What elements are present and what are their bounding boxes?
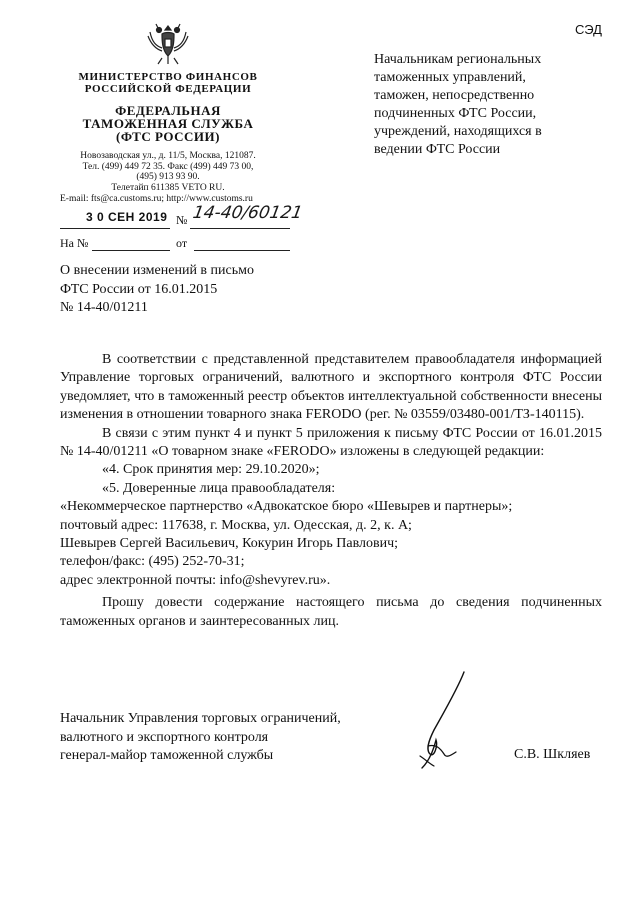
body-paragraph: «4. Срок принятия мер: 29.10.2020»; xyxy=(102,462,320,478)
ministry-name: МИНИСТЕРСТВО ФИНАНСОВ РОССИЙСКОЙ ФЕДЕРАЦИИ xyxy=(78,71,258,95)
body-paragraph: адрес электронной почты: info@shevyrev.ru». xyxy=(60,572,331,588)
date-underline xyxy=(60,228,170,229)
number-underline xyxy=(190,228,290,229)
sender-email: E-mail: fts@ca.customs.ru; http://www.customs.ru xyxy=(60,194,253,204)
reference-label: На № xyxy=(60,236,89,250)
service-name: ФЕДЕРАЛЬНАЯ ТАМОЖЕННАЯ СЛУЖБА (ФТС РОССИИ) xyxy=(82,103,254,144)
system-label: СЭД xyxy=(575,22,602,37)
signatory-name: С.В. Шкляев xyxy=(514,747,591,762)
letter-body xyxy=(60,351,602,631)
body-paragraph: Шевырев Сергей Васильевич, Кокурин Игорь Павлович; xyxy=(60,536,399,552)
handwritten-signature-icon xyxy=(400,668,510,778)
body-paragraph: «5. Доверенные лица правообладателя: xyxy=(102,480,336,496)
reference-underline xyxy=(92,250,170,251)
body-paragraph: В связи с этим пункт 4 и пункт 5 приложения к письму ФТС России от 16.01.2015 № 14-40/01211 «О товарном знаке «FERODO» изложены в следующей редакции: xyxy=(60,425,602,460)
body-paragraph: почтовый адрес: 117638, г. Москва, ул. Одесская, д. 2, к. А; xyxy=(60,517,412,533)
reference-from-label: от xyxy=(176,236,188,250)
addressee-block: Начальникам региональных таможенных управлений, таможен, непосредственно подчиненных ФТС России, учреждений, находящихся в ведении ФТС России xyxy=(374,52,542,157)
sender-address: Новозаводская ул., д. 11/5, Москва, 121087. Тел. (499) 449 72 35. Факс (499) 449 73 00, (495) 913 93 90. Телетайп 611385 VETO RU. xyxy=(80,151,256,193)
double-headed-eagle-emblem-icon xyxy=(146,20,190,68)
number-label: № xyxy=(176,213,188,227)
signatory-position: Начальник Управления торговых ограничений, валютного и экспортного контроля генерал-майор таможенной службы xyxy=(60,711,341,763)
body-paragraph: Прошу довести содержание настоящего письма до сведения подчиненных таможенных органов и заинтересованных лиц. xyxy=(60,595,602,629)
registration-date-stamp: 3 0 СЕН 2019 xyxy=(86,210,168,224)
reference-from-underline xyxy=(194,250,290,251)
body-paragraph: «Некоммерческое партнерство «Адвокатское бюро «Шевырев и партнеры»; xyxy=(60,499,513,515)
body-paragraph: В соответствии с представленной представителем правообладателя информацией Управление торговых ограничений, валютного и экспортного контроля ФТС России уведомляет, что в таможенный реестр объектов интеллектуальной собственности внесены изменения в отношении товарного знака FERODO (рег. № 03559/03480-001/ТЗ-140115). xyxy=(60,352,602,423)
body-paragraph: телефон/факс: (495) 252-70-31; xyxy=(60,554,245,570)
registration-number: 14-40/60121 xyxy=(191,203,304,223)
letter-subject: О внесении изменений в письмо ФТС России от 16.01.2015 № 14-40/01211 xyxy=(60,263,254,315)
